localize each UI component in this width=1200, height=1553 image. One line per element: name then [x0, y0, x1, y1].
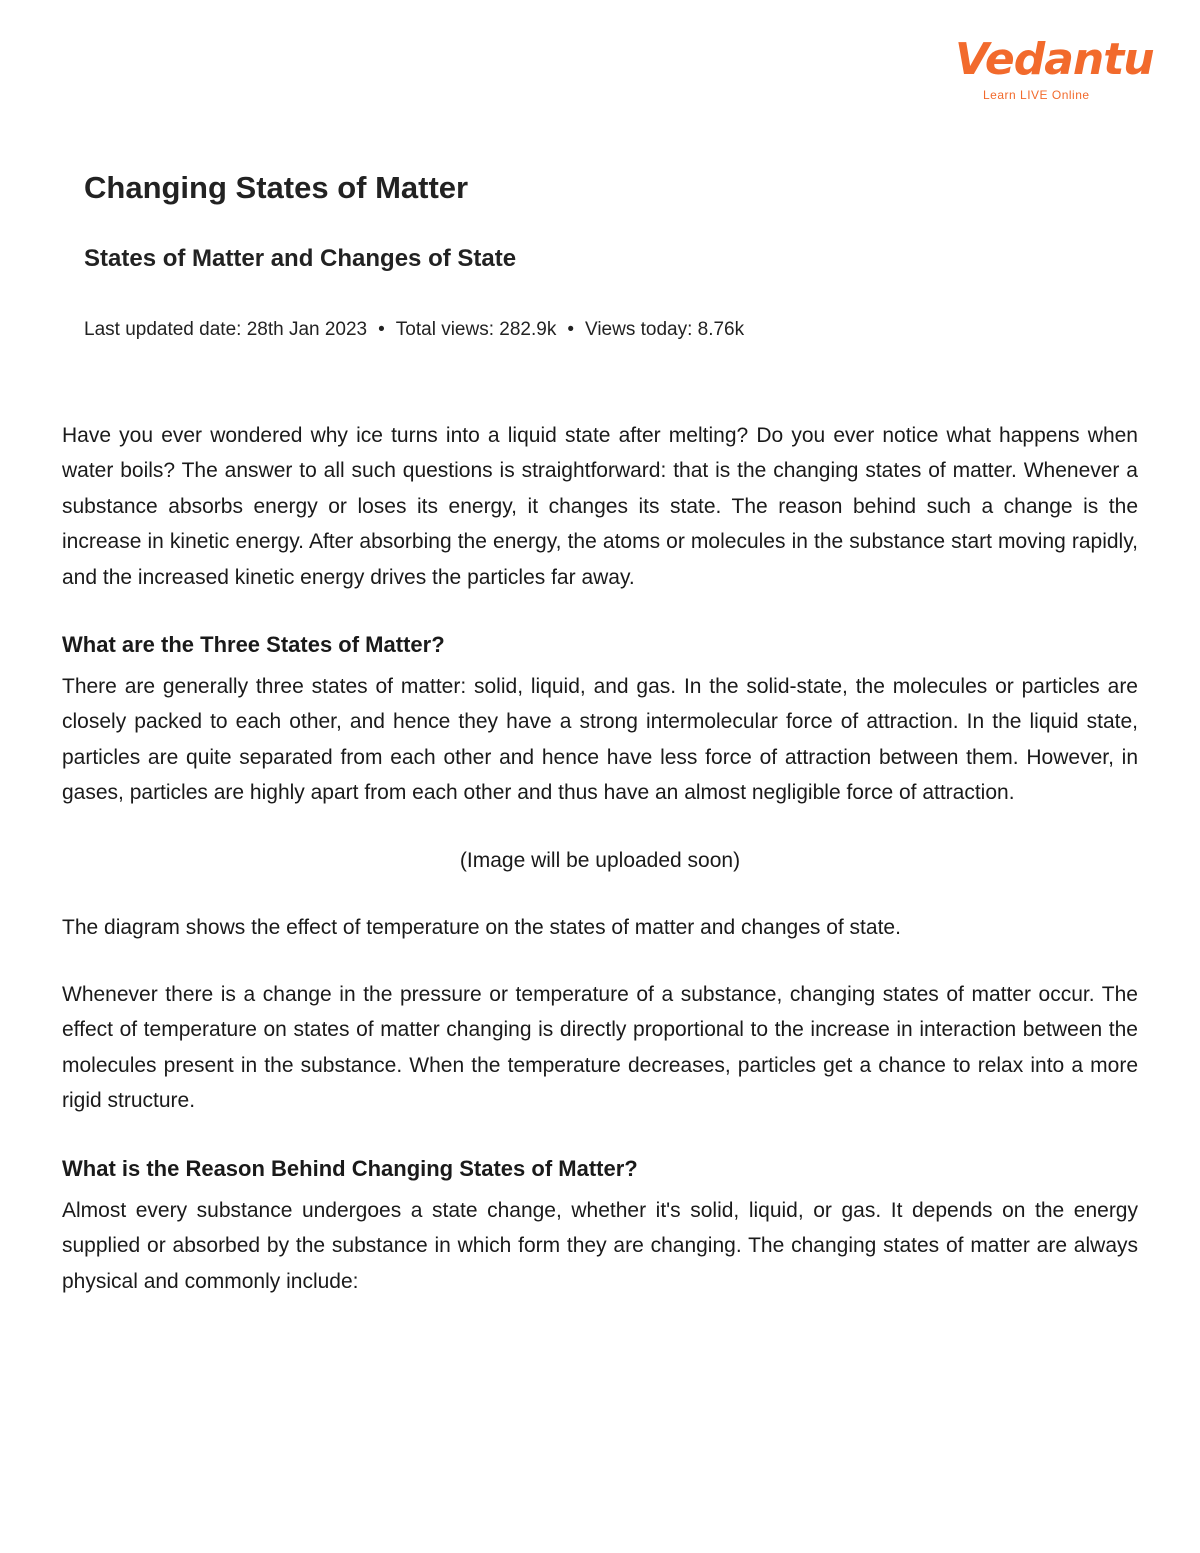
vedantu-logo — [955, 34, 1154, 114]
total-views: Total views: 282.9k — [395, 319, 557, 340]
three-states-paragraph: There are generally three states of matter: solid, liquid, and gas. In the solid-state, the molecules or particles are closely packed to each other, and hence they have a strong intermolecular force of attraction. In the liquid state, particles are quite separated from each other and hence have less force of attraction between them. However, in gases, particles are highly apart from each other and thus have an almost negligible force of attraction. — [62, 675, 1138, 805]
page-subtitle: States of Matter and Changes of State — [84, 245, 517, 272]
meta-separator: • — [378, 319, 385, 340]
views-today: Views today: 8.76k — [584, 319, 745, 340]
logo-tagline: Learn LIVE Online — [983, 88, 1090, 102]
reason-paragraph: Almost every substance undergoes a state change, whether it's solid, liquid, or gas. It depends on the energy supplied or absorbed by the substance in which form they are changing. The changing states of matter are always physical and commonly include: — [62, 1198, 1138, 1293]
diagram-description: The diagram shows the effect of temperature on the states of matter and changes of state. — [62, 915, 901, 939]
pressure-temperature-paragraph: Whenever there is a change in the pressure or temperature of a substance, changing states of matter occur. The effect of temperature on states of matter changing is directly proportional to the increase in interaction between the molecules present in the substance. When the temperature decreases, particles get a chance to relax into a more rigid structure. — [62, 983, 1138, 1113]
intro-paragraph: Have you ever wondered why ice turns into a liquid state after melting? Do you ever notice what happens when water boils? The answer to all such questions is straightforward: that is the changing states of matter. Whenever a substance absorbs energy or loses its energy, it changes its state. The reason behind such a change is the increase in kinetic energy. After absorbing the energy, the atoms or molecules in the substance start moving rapidly, and the increased kinetic energy drives the particles far away. — [62, 424, 1138, 589]
section-heading-three-states: What are the Three States of Matter? — [62, 632, 445, 658]
article-body — [62, 418, 1138, 1299]
logo-wordmark: Vedantu — [955, 34, 1154, 85]
page-title: Changing States of Matter — [84, 170, 469, 205]
article-meta — [84, 315, 744, 345]
image-placeholder-caption: (Image will be uploaded soon) — [459, 848, 741, 872]
last-updated-date: Last updated date: 28th Jan 2023 — [84, 319, 368, 340]
section-heading-reason: What is the Reason Behind Changing States of Matter? — [62, 1155, 638, 1181]
meta-separator: • — [567, 319, 574, 340]
